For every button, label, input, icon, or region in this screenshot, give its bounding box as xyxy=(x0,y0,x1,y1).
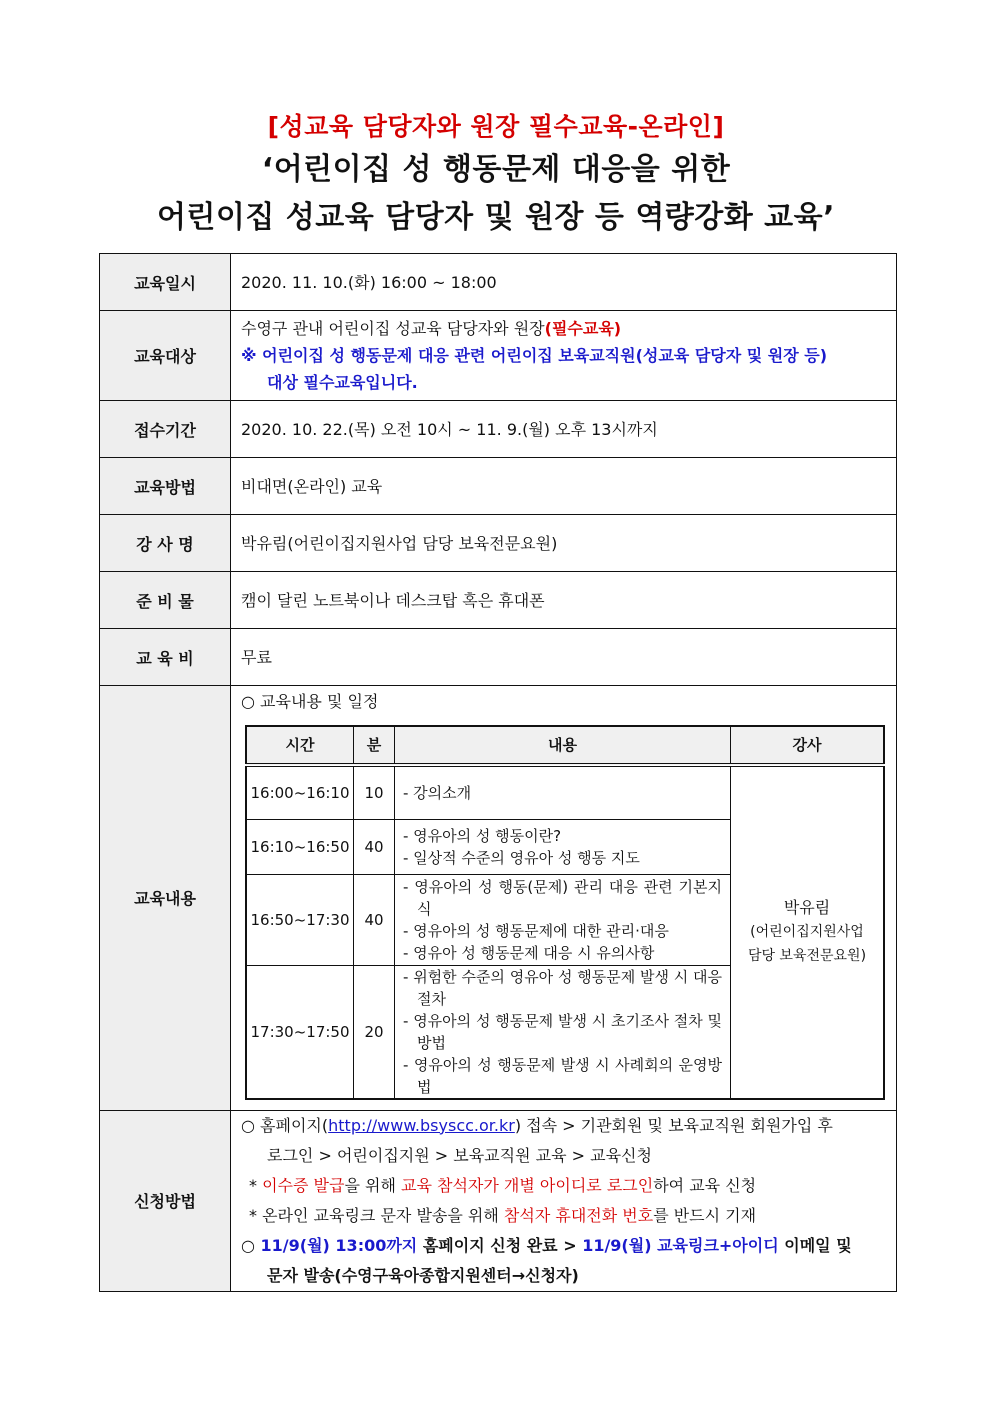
schedule-table xyxy=(245,725,885,1100)
label-apply: 신청방법 xyxy=(100,1110,231,1291)
title-block xyxy=(0,108,992,242)
row-apply xyxy=(100,1110,897,1291)
row-date xyxy=(100,254,897,311)
target-note-cont: 대상 필수교육입니다. xyxy=(267,373,418,392)
homepage-link[interactable]: http://www.bsyscc.or.kr xyxy=(328,1115,515,1135)
apply-deadline: 11/9(월) 13:00까지 xyxy=(260,1235,418,1255)
title-category: [성교육 담당자와 원장 필수교육-온라인] xyxy=(267,112,725,141)
label-date: 교육일시 xyxy=(100,254,231,311)
header-instructor: 강사 xyxy=(731,726,885,765)
row-content xyxy=(100,686,897,1111)
label-target: 교육대상 xyxy=(100,311,231,401)
schedule-min: 40 xyxy=(354,874,395,965)
schedule-header xyxy=(246,726,884,765)
target-text: 수영구 관내 어린이집 성교육 담당자와 원장 xyxy=(241,319,545,338)
schedule-instructor xyxy=(731,765,885,1099)
info-table xyxy=(99,253,897,1292)
label-method: 교육방법 xyxy=(100,458,231,515)
schedule-item: - 위험한 수준의 영유아 성 행동문제 발생 시 대응절차 xyxy=(403,967,722,1008)
instructor-desc-2: 담당 보육전문요원) xyxy=(747,948,867,965)
apply-text: * xyxy=(249,1175,263,1195)
apply-highlight: 이수증 발급 xyxy=(262,1175,345,1195)
schedule-items xyxy=(395,874,731,965)
apply-note-1 xyxy=(241,1171,888,1201)
label-supplies: 준 비 물 xyxy=(100,572,231,629)
apply-step-1-cont: 로그인 > 어린이집지원 > 보육교직원 교육 > 교육신청 xyxy=(267,1145,652,1165)
apply-step-2 xyxy=(241,1231,888,1261)
header-content: 내용 xyxy=(395,726,731,765)
apply-highlight: 교육 참석자가 개별 아이디로 로그인 xyxy=(401,1175,654,1195)
apply-text: ○ 홈페이지( xyxy=(241,1115,329,1135)
content-heading: ○ 교육내용 및 일정 xyxy=(241,692,379,711)
row-lecturer xyxy=(100,515,897,572)
header-time: 시간 xyxy=(246,726,354,765)
value-period: 2020. 10. 22.(목) 오전 10시 ~ 11. 9.(월) 오후 13시까지 xyxy=(231,401,897,458)
label-lecturer: 강 사 명 xyxy=(100,515,231,572)
apply-text: 하여 교육 신청 xyxy=(653,1175,757,1195)
apply-highlight: 참석자 휴대전화 번호 xyxy=(503,1205,654,1225)
value-lecturer: 박유림(어린이집지원사업 담당 보육전문요원) xyxy=(231,515,897,572)
apply-text: 이메일 및 xyxy=(778,1235,852,1255)
row-fee xyxy=(100,629,897,686)
instructor-name: 박유림 xyxy=(783,898,831,918)
schedule-time: 16:50~17:30 xyxy=(246,874,354,965)
schedule-item: - 영유아의 성 행동(문제) 관리 대응 관련 기본지식 xyxy=(403,877,722,918)
title-line-2: 어린이집 성교육 담당자 및 원장 등 역량강화 교육’ xyxy=(156,200,836,235)
value-supplies: 캠이 달린 노트북이나 데스크탑 혹은 휴대폰 xyxy=(231,572,897,629)
apply-text: ○ xyxy=(241,1235,261,1255)
schedule-item: - 강의소개 xyxy=(403,783,472,802)
value-method: 비대면(온라인) 교육 xyxy=(231,458,897,515)
apply-step-2-cont: 문자 발송(수영구육아종합지원센터→신청자) xyxy=(267,1265,579,1285)
schedule-items xyxy=(395,965,731,1099)
schedule-time: 16:10~16:50 xyxy=(246,819,354,874)
value-target xyxy=(231,311,897,401)
instructor-desc: (어린이집지원사업 xyxy=(750,924,864,941)
apply-note-2 xyxy=(241,1201,888,1231)
target-line xyxy=(241,315,888,342)
label-period: 접수기간 xyxy=(100,401,231,458)
target-note: ※ 어린이집 성 행동문제 대응 관련 어린이집 보육교직원(성교육 담당자 및 원장 등) xyxy=(241,346,828,365)
schedule-min: 40 xyxy=(354,819,395,874)
apply-text: 를 반드시 기재 xyxy=(653,1205,757,1225)
apply-text: ) 접속 > 기관회원 및 보육교직원 회원가입 후 xyxy=(514,1115,833,1135)
apply-text: 을 위해 xyxy=(344,1175,402,1195)
title-line-1: ‘어린이집 성 행동문제 대응을 위한 xyxy=(261,152,731,187)
schedule-item: - 영유아의 성 행동문제에 대한 관리·대응 xyxy=(403,921,669,940)
schedule-min: 10 xyxy=(354,765,395,819)
apply-text: 홈페이지 신청 완료 > xyxy=(417,1235,583,1255)
value-fee: 무료 xyxy=(231,629,897,686)
header-min: 분 xyxy=(354,726,395,765)
schedule-item: - 일상적 수준의 영유아 성 행동 지도 xyxy=(403,848,640,867)
value-date: 2020. 11. 10.(화) 16:00 ~ 18:00 xyxy=(231,254,897,311)
apply-step-1 xyxy=(241,1111,888,1141)
row-method xyxy=(100,458,897,515)
schedule-min: 20 xyxy=(354,965,395,1099)
label-content: 교육내용 xyxy=(100,686,231,1111)
schedule-item: - 영유아의 성 행동문제 발생 시 초기조사 절차 및 방법 xyxy=(403,1011,722,1052)
schedule-item: - 영유아의 성 행동문제 발생 시 사례회의 운영방법 xyxy=(403,1055,722,1096)
row-supplies xyxy=(100,572,897,629)
schedule-time: 17:30~17:50 xyxy=(246,965,354,1099)
row-period xyxy=(100,401,897,458)
schedule-items xyxy=(395,765,731,819)
schedule-item: - 영유아의 성 행동이란? xyxy=(403,826,562,845)
apply-text: * 온라인 교육링크 문자 발송을 위해 xyxy=(249,1205,504,1225)
schedule-row xyxy=(246,765,884,819)
row-target xyxy=(100,311,897,401)
schedule-item: - 영유아 성 행동문제 대응 시 유의사항 xyxy=(403,943,655,962)
value-content xyxy=(231,686,897,1111)
label-fee: 교 육 비 xyxy=(100,629,231,686)
value-apply xyxy=(231,1110,897,1291)
schedule-time: 16:00~16:10 xyxy=(246,765,354,819)
schedule-items xyxy=(395,819,731,874)
target-required: (필수교육) xyxy=(544,319,622,338)
apply-deadline: 11/9(월) 교육링크+아이디 xyxy=(582,1235,779,1255)
